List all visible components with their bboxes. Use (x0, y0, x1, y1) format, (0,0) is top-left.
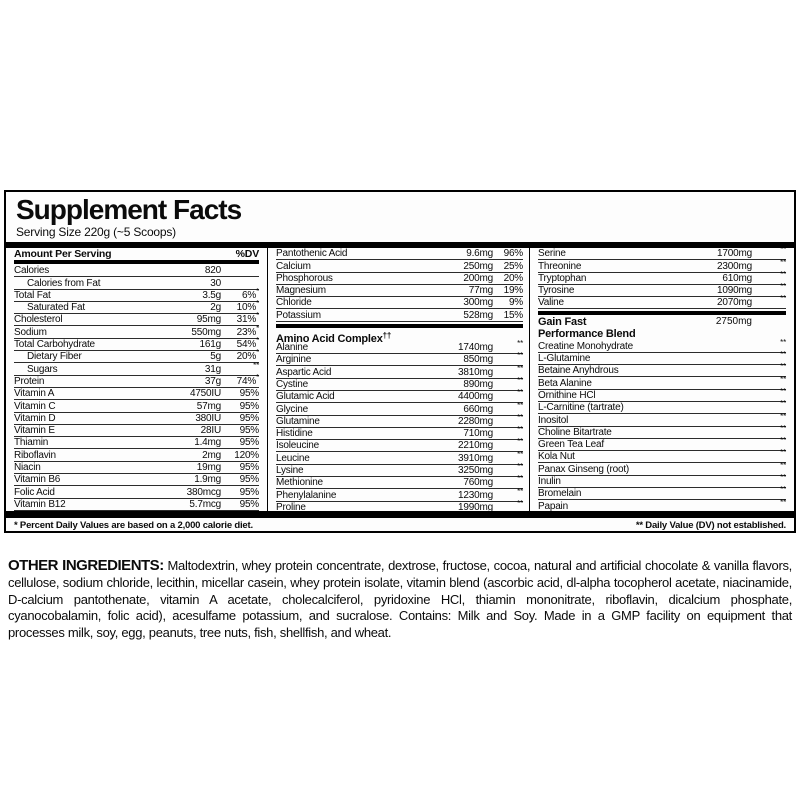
ingredient-name: Vitamin D (14, 412, 56, 424)
ingredient-name: Dietary Fiber (27, 351, 82, 363)
ingredient-name: Glycine (276, 403, 308, 415)
ingredient-name: Calories (14, 265, 50, 277)
minerals-rows (276, 248, 523, 322)
dagger-sup: †† (382, 330, 392, 340)
asterisk-footnote-marker: ** (517, 498, 523, 508)
table-row (538, 473, 786, 488)
ingredient-dv (493, 498, 523, 511)
ingredient-dv: 96% (503, 248, 523, 260)
ingredient-amount: 2300mg (717, 260, 752, 272)
ingredient-amount: 4400mg (458, 391, 493, 403)
header-divider (14, 260, 259, 264)
table-row (276, 309, 523, 321)
asterisk-footnote-marker: ** (517, 486, 523, 496)
ingredient-name: Cholesterol (14, 314, 63, 326)
table-row (276, 437, 523, 452)
ingredient-amount: 1740mg (458, 342, 493, 354)
section-divider (276, 324, 523, 328)
asterisk-footnote-marker: ** (517, 462, 523, 472)
asterisk-footnote-marker: ** (780, 257, 786, 267)
ingredient-amount: 161g (199, 339, 221, 351)
ingredient-amount: 380mcg (186, 486, 221, 498)
asterisk-footnote-marker: ** (253, 360, 259, 370)
asterisk-footnote-marker: ** (780, 473, 786, 483)
ingredient-amount: 3810mg (458, 366, 493, 378)
asterisk-footnote-marker: * (256, 286, 259, 296)
ingredient-name: Saturated Fat (27, 302, 85, 314)
ingredient-name: Panax Ginseng (root) (538, 463, 630, 475)
asterisk-footnote-marker: ** (780, 337, 786, 347)
table-row (14, 486, 259, 498)
asterisk-footnote-marker: ** (517, 375, 523, 385)
ingredient-amount: 710mg (463, 428, 493, 440)
table-row (276, 260, 523, 272)
asterisk-footnote-marker: ** (517, 351, 523, 361)
table-row (276, 375, 523, 391)
ingredient-name: Alanine (276, 342, 308, 354)
blend-amount: 2750mg (715, 316, 752, 328)
asterisk-footnote-marker: * (256, 299, 259, 309)
table-row (538, 460, 786, 475)
ingredient-dv: 95% (239, 498, 259, 510)
ingredient-dv: 120% (234, 449, 259, 461)
ingredient-name: Thiamin (14, 437, 49, 449)
table-row (276, 412, 523, 428)
ingredient-amount: 28IU (200, 425, 221, 437)
ingredient-name: L-Glutamine (538, 353, 591, 365)
ingredient-name: Vitamin E (14, 425, 55, 437)
ingredient-amount: 19mg (196, 462, 221, 474)
table-row (538, 269, 786, 285)
ingredient-dv (752, 293, 786, 308)
asterisk-footnote-marker: ** (780, 497, 786, 507)
other-ingredients-heading: OTHER INGREDIENTS: (8, 557, 164, 574)
ingredient-name: Glutamine (276, 415, 320, 427)
ingredient-amount: 380IU (195, 412, 221, 424)
table-row (14, 388, 259, 400)
ingredient-name: Vitamin C (14, 400, 56, 412)
ingredient-amount: 300mg (463, 297, 493, 309)
table-row (538, 337, 786, 352)
table-row (538, 350, 786, 365)
ingredient-dv: 10%* (236, 299, 259, 314)
section-divider (538, 311, 786, 315)
table-row (538, 257, 786, 272)
supplement-facts-panel (4, 190, 796, 533)
asterisk-footnote-marker: ** (780, 282, 786, 292)
ingredient-amount: 850mg (463, 354, 493, 366)
ingredient-amount: 610mg (722, 272, 752, 284)
amino-acid-rows (276, 339, 523, 511)
asterisk-footnote-marker: ** (780, 350, 786, 360)
ingredient-dv: 95% (239, 474, 259, 486)
ingredient-amount: 1990mg (458, 501, 493, 511)
ingredient-name: Vitamin B6 (14, 474, 61, 486)
blend-title-line1: Gain Fast (538, 316, 587, 329)
asterisk-footnote-marker: ** (780, 448, 786, 458)
asterisk-footnote-marker: ** (780, 374, 786, 384)
other-ingredients-paragraph (8, 558, 792, 642)
footnotes (6, 518, 794, 531)
table-row (276, 486, 523, 501)
asterisk-footnote-marker: ** (517, 400, 523, 410)
ingredient-name: Vitamin A (14, 388, 55, 400)
table-row (538, 436, 786, 451)
ingredient-dv: 54%* (236, 336, 259, 351)
table-row (276, 339, 523, 354)
other-ingredients-text: Maltodextrin, whey protein concentrate, dextrose, fructose, cocoa, natural and artificial chocolate & vanilla flavors, cellulose, sodium chloride, lecithin, micellar casein, whey protein isolate, vitamin blend (ascorbic acid, dl-alpha tocopherol acetate, niacinamide, D-calcium pantothenate, vitamin A acetate, cholecalciferol, pyridoxine HCl, thiamin mononitrate, riboflavin, dicalcium phosphate, cyanocobalamin, folic acid), acesulfame potassium, and sucralose. Contains: Milk and Soy. Made in a GMP facility on equipment that processes milk, soy, egg, peanuts, tree nuts, fish, shellfish, and wheat. (8, 558, 792, 641)
table-row (14, 449, 259, 461)
ingredient-name: Creatine Monohydrate (538, 340, 633, 352)
table-row (538, 362, 786, 377)
ingredient-amount: 1.9mg (194, 474, 221, 486)
ingredient-amount: 31g (204, 363, 221, 375)
ingredient-dv: 95% (239, 425, 259, 437)
table-row (538, 399, 786, 414)
header-dv-label: %DV (235, 248, 259, 260)
ingredient-name: Sodium (14, 326, 47, 338)
ingredient-amount: 1700mg (717, 248, 752, 260)
ingredient-dv: 74%* (236, 372, 259, 387)
ingredient-dv: 95% (239, 388, 259, 400)
ingredient-dv: 20% (503, 272, 523, 284)
ingredient-amount: 5g (210, 351, 221, 363)
ingredient-name: Glutamic Acid (276, 391, 335, 403)
asterisk-footnote-marker: ** (780, 460, 786, 470)
ingredient-dv: 23%* (236, 323, 259, 338)
ingredient-amount: 1230mg (458, 489, 493, 501)
ingredient-name: Calories from Fat (27, 277, 101, 289)
ingredient-name: Betaine Anyhdrous (538, 365, 619, 377)
ingredient-name: Protein (14, 375, 45, 387)
table-row (14, 474, 259, 486)
ingredient-name: Choline Bitartrate (538, 426, 612, 438)
asterisk-footnote-marker: * (256, 348, 259, 358)
asterisk-footnote-marker: ** (780, 411, 786, 421)
ingredient-amount: 760mg (463, 477, 493, 489)
ingredient-name: Pantothenic Acid (276, 248, 348, 260)
table-row (538, 423, 786, 439)
ingredient-name: Kola Nut (538, 451, 575, 463)
table-row (538, 448, 786, 463)
ingredient-name: L-Carnitine (tartrate) (538, 402, 624, 414)
table-row (14, 400, 259, 412)
table-row (276, 297, 523, 309)
asterisk-footnote-marker: * (256, 336, 259, 346)
ingredient-amount: 95mg (196, 314, 221, 326)
ingredient-amount: 1090mg (717, 285, 752, 297)
ingredient-amount: 77mg (468, 285, 493, 297)
asterisk-footnote-marker: ** (517, 388, 523, 398)
amino-acid-rows-continued (538, 248, 786, 309)
ingredient-name: Total Carbohydrate (14, 339, 95, 351)
ingredient-name: Niacin (14, 462, 41, 474)
asterisk-footnote-marker: ** (780, 386, 786, 396)
table-row (276, 400, 523, 415)
ingredient-amount: 30 (210, 277, 221, 289)
ingredient-amount: 2280mg (458, 415, 493, 427)
ingredient-dv: 31%* (236, 311, 259, 326)
asterisk-footnote-marker: ** (517, 437, 523, 447)
asterisk-footnote-marker: ** (780, 423, 786, 433)
ingredient-amount: 2mg (202, 449, 221, 461)
amount-per-serving-header (14, 248, 259, 260)
ingredient-amount: 57mg (196, 400, 221, 412)
ingredient-amount: 9.6mg (466, 248, 493, 260)
ingredient-name: Proline (276, 501, 306, 511)
ingredient-amount: 37g (204, 375, 221, 387)
table-row (538, 374, 786, 389)
table-row (538, 282, 786, 297)
asterisk-footnote-marker: * (256, 372, 259, 382)
ingredient-amount: 1.4mg (194, 437, 221, 449)
table-row (538, 386, 786, 402)
blend-title-line2: Performance Blend (538, 328, 636, 341)
left-rows (14, 265, 259, 511)
ingredient-name: Arginine (276, 354, 312, 366)
asterisk-footnote-marker: ** (517, 449, 523, 459)
ingredient-name: Inulin (538, 476, 561, 488)
ingredient-amount: 820 (204, 265, 221, 277)
ingredient-amount: 2g (210, 302, 221, 314)
table-row (14, 425, 259, 437)
table-row (276, 462, 523, 477)
column-left (6, 248, 268, 511)
ingredient-name: Serine (538, 248, 566, 260)
ingredient-amount: 2210mg (458, 440, 493, 452)
ingredient-amount: 3.5g (202, 289, 221, 301)
table-row (14, 499, 259, 511)
ingredient-name: Beta Alanine (538, 377, 592, 389)
ingredient-name: Cystine (276, 378, 308, 390)
asterisk-footnote-marker: ** (780, 362, 786, 372)
table-row (276, 351, 523, 366)
asterisk-footnote-marker: ** (780, 485, 786, 495)
panel-header (6, 192, 794, 242)
table-row (276, 388, 523, 403)
table-row (14, 437, 259, 449)
ingredient-name: Green Tea Leaf (538, 439, 604, 451)
asterisk-footnote-marker: ** (517, 425, 523, 435)
table-row (276, 285, 523, 297)
column-middle (268, 248, 530, 511)
table-row (276, 273, 523, 285)
ingredient-dv: 6%* (242, 286, 259, 301)
ingredient-name: Leucine (276, 452, 310, 464)
asterisk-footnote-marker: ** (780, 436, 786, 446)
ingredient-name: Histidine (276, 428, 313, 440)
ingredient-name: Calcium (276, 260, 311, 272)
ingredient-amount: 5.7mcg (189, 498, 221, 510)
ingredient-amount: 3910mg (458, 452, 493, 464)
ingredient-name: Chloride (276, 297, 312, 309)
ingredient-dv: 19% (503, 285, 523, 297)
asterisk-footnote-marker: ** (517, 363, 523, 373)
thick-divider-bottom (6, 511, 794, 518)
table-row (538, 294, 786, 309)
header-label: Amount Per Serving (14, 248, 112, 260)
ingredient-name: Papain (538, 500, 568, 511)
ingredient-name: Ornithine HCl (538, 389, 596, 401)
footnote-daily-values: * Percent Daily Values are based on a 2,000 calorie diet. (14, 520, 253, 531)
ingredient-dv: 95% (239, 437, 259, 449)
ingredient-name: Vitamin B12 (14, 498, 66, 510)
ingredient-dv: 25% (503, 260, 523, 272)
ingredient-amount: 200mg (463, 272, 493, 284)
ingredient-name: Sugars (27, 363, 58, 375)
table-row (14, 372, 259, 388)
ingredient-amount: 250mg (463, 260, 493, 272)
table-row (14, 413, 259, 425)
table-row (14, 462, 259, 474)
gain-fast-blend-header (538, 316, 786, 340)
ingredient-amount: 550mg (191, 326, 221, 338)
ingredient-name: Isoleucine (276, 440, 320, 452)
ingredient-name: Folic Acid (14, 486, 55, 498)
ingredient-dv: 95% (239, 486, 259, 498)
ingredient-name: Tryptophan (538, 272, 587, 284)
ingredient-name: Magnesium (276, 285, 326, 297)
table-row (14, 265, 259, 277)
ingredient-name: Total Fat (14, 289, 51, 301)
asterisk-footnote-marker: ** (780, 399, 786, 409)
table-row (276, 425, 523, 440)
ingredient-dv: 95% (239, 400, 259, 412)
ingredient-amount: 3250mg (458, 465, 493, 477)
ingredient-dv: 9% (508, 297, 523, 309)
ingredient-amount: 660mg (463, 403, 493, 415)
ingredient-name: Lysine (276, 465, 304, 477)
table-row (276, 474, 523, 489)
ingredient-amount: 2070mg (717, 297, 752, 309)
table-row (538, 485, 786, 500)
ingredient-name: Riboflavin (14, 449, 56, 461)
ingredient-amount: 4750IU (189, 388, 221, 400)
ingredient-name: Methionine (276, 477, 323, 489)
table-row (538, 248, 786, 260)
ingredient-amount: 528mg (463, 309, 493, 321)
asterisk-footnote-marker: * (256, 323, 259, 333)
section-title: Amino Acid Complex (276, 332, 383, 345)
table-row (276, 449, 523, 464)
table-row (538, 411, 786, 426)
ingredient-name: Bromelain (538, 488, 582, 500)
ingredient-dv: 95% (239, 462, 259, 474)
asterisk-footnote-marker: ** (517, 339, 523, 349)
ingredient-name: Potassium (276, 309, 321, 321)
nutrition-columns (6, 248, 794, 511)
serving-size: Serving Size 220g (~5 Scoops) (16, 225, 176, 239)
asterisk-footnote-marker: * (256, 311, 259, 321)
ingredient-dv: 15% (503, 309, 523, 321)
column-right (530, 248, 794, 511)
table-row (276, 363, 523, 378)
ingredient-amount: 890mg (463, 378, 493, 390)
ingredient-name: Inositol (538, 414, 569, 426)
footnote-dv-not-established: ** Daily Value (DV) not established. (635, 520, 786, 531)
table-row (538, 497, 786, 511)
ingredient-name: Threonine (538, 260, 582, 272)
table-row (276, 248, 523, 260)
amino-acid-complex-header (276, 329, 523, 345)
ingredient-name: Valine (538, 297, 564, 309)
ingredient-dv (752, 497, 786, 511)
ingredient-dv: 95% (239, 412, 259, 424)
table-row (276, 498, 523, 511)
asterisk-footnote-marker: ** (780, 294, 786, 304)
ingredient-name: Phosphorous (276, 272, 333, 284)
ingredient-name: Tyrosine (538, 285, 575, 297)
panel-title: Supplement Facts (16, 194, 242, 225)
asterisk-footnote-marker: ** (517, 474, 523, 484)
ingredient-name: Aspartic Acid (276, 366, 332, 378)
asterisk-footnote-marker: ** (780, 248, 786, 255)
ingredient-name: Phenylalanine (276, 489, 337, 501)
asterisk-footnote-marker: ** (517, 412, 523, 422)
asterisk-footnote-marker: ** (780, 269, 786, 279)
blend-rows (538, 337, 786, 511)
ingredient-dv: 20%* (236, 348, 259, 363)
